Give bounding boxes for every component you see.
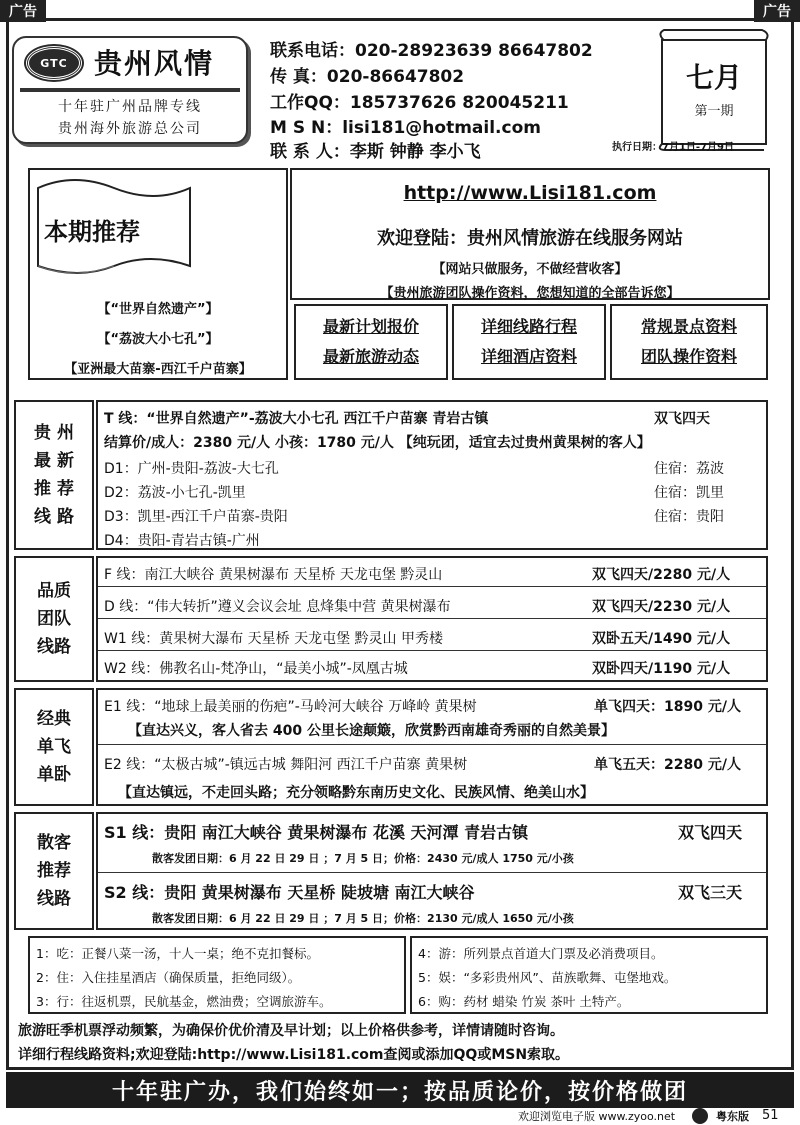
- service-eat: 1：吃：正餐八菜一汤，十人一桌；绝不克扣餐标。: [36, 946, 319, 961]
- promo-box: [28, 168, 288, 380]
- logo-divider: [20, 88, 240, 92]
- day-2-stay: 住宿：凯里: [654, 485, 724, 501]
- logo-company: 贵州海外旅游总公司: [58, 121, 202, 137]
- promo-item-2: 【“荔波大小七孔”】: [97, 332, 219, 347]
- e2-note: 【直达镇远，不走回头路；充分领略黔东南历史文化、民族风情、绝美山水】: [118, 785, 594, 801]
- day-1-stay: 住宿：荔波: [654, 461, 724, 477]
- e1-note: 【直达兴义，客人省去 400 公里长途颠簸，欣赏黔西南雄奇秀丽的自然美景】: [128, 723, 615, 739]
- s1-departures: 散客发团日期：6 月 22 日 29 日 ；7 月 5 日；价格：2430 元/成人 1750 元/小孩: [152, 852, 574, 865]
- gtc-logo-icon: GTC: [26, 46, 82, 80]
- link-group-routes[interactable]: [452, 304, 606, 380]
- divider: [98, 650, 766, 651]
- t-line-price: 结算价/成人：2380 元/人 小孩：1780 元/人 【纯玩团，适宜去过贵州黄果树的客人】: [104, 435, 651, 451]
- divider: [98, 744, 766, 745]
- link-spots-info[interactable]: 常规景点资料: [640, 317, 737, 336]
- divider: [98, 872, 766, 873]
- link-group-plans[interactable]: [294, 304, 448, 380]
- f-line: F 线：南江大峡谷 黄果树瀑布 天星桥 天龙屯堡 黔灵山: [104, 567, 443, 583]
- website-note-2: 【贵州旅游团队操作资料，您想知道的全部告诉您】: [380, 286, 680, 301]
- footer-site[interactable]: 欢迎浏览电子版 www.zyoo.net: [518, 1110, 676, 1123]
- s1-line-days: 双飞四天: [678, 823, 743, 842]
- ad-tag-left: 广告: [0, 0, 46, 22]
- contact-fax: 传 真：020-86647802: [270, 67, 465, 87]
- promo-title: 本期推荐: [44, 218, 140, 246]
- page-number: 51: [762, 1108, 779, 1123]
- day-3: D3：凯里-西江千户苗寨-贵阳: [104, 509, 288, 525]
- e1-line-price: 单飞四天：1890 元/人: [594, 699, 741, 715]
- t-line-title: T 线：“世界自然遗产”-荔波大小七孔 西江千户苗寨 青岩古镇: [104, 411, 489, 427]
- d-line-price: 双飞四天/2230 元/人: [592, 599, 731, 615]
- f-line-price: 双飞四天/2280 元/人: [592, 567, 731, 583]
- s2-line: S2 线：贵阳 黄果树瀑布 天星桥 陡坡塘 南江大峡谷: [104, 883, 475, 902]
- sec1-content: [96, 400, 768, 550]
- link-latest-news[interactable]: 最新旅游动态: [322, 347, 419, 366]
- slogan-banner: 十年驻广办，我们始终如一；按品质论价，按价格做团: [6, 1072, 794, 1108]
- divider: [98, 618, 766, 619]
- promo-item-3: 【亚洲最大苗寨-西江千户苗寨】: [64, 362, 252, 377]
- logo-tagline: 十年驻广州品牌专线: [58, 99, 202, 115]
- contact-person: 联 系 人：李斯 钟静 李小飞: [270, 142, 481, 162]
- day-1: D1：广州-贵阳-荔波-大七孔: [104, 461, 279, 477]
- t-line-days: 双飞四天: [654, 411, 710, 427]
- exec-dates: 执行日期：7月1日-7月9日: [612, 142, 734, 153]
- edition-badge-icon: [692, 1108, 708, 1124]
- s2-departures: 散客发团日期：6 月 22 日 29 日 ；7 月 5 日；价格：2130 元/成人 1650 元/小孩: [152, 912, 574, 925]
- day-3-stay: 住宿：贵阳: [654, 509, 724, 525]
- calendar-month: 七月: [685, 61, 742, 94]
- sec3-label: 经典 单飞 单卧: [14, 688, 94, 806]
- s1-line: S1 线：贵阳 南江大峡谷 黄果树瀑布 花溪 天河潭 青岩古镇: [104, 823, 529, 842]
- service-tour: 4：游：所列景点首道大门票及必消费项目。: [418, 946, 664, 961]
- sec4-label: 散客 推荐 线路: [14, 812, 94, 930]
- e1-line: E1 线：“地球上最美丽的伤疤”-马岭河大峡谷 万峰岭 黄果树: [104, 699, 477, 715]
- s2-line-days: 双飞三天: [678, 883, 743, 902]
- contact-phone: 联系电话：020-28923639 86647802: [270, 41, 593, 61]
- link-team-ops[interactable]: 团队操作资料: [640, 347, 737, 366]
- w1-line: W1 线：黄果树大瀑布 天星桥 天龙屯堡 黔灵山 甲秀楼: [104, 631, 443, 647]
- service-transport: 3：行：往返机票，民航基金，燃油费；空调旅游车。: [36, 994, 332, 1009]
- sec3-content: [96, 688, 768, 806]
- ad-tag-right: 广告: [754, 0, 800, 22]
- sec4-content: [96, 812, 768, 930]
- day-2: D2：荔波-小七孔-凯里: [104, 485, 246, 501]
- services-left: [28, 936, 406, 1014]
- e2-line-price: 单飞五天：2280 元/人: [594, 757, 741, 773]
- company-logo-box: [12, 36, 248, 144]
- w2-line-price: 双卧四天/1190 元/人: [592, 661, 731, 677]
- link-latest-prices[interactable]: 最新计划报价: [322, 317, 419, 336]
- website-box: [290, 168, 770, 300]
- website-welcome: 欢迎登陆：贵州风情旅游在线服务网站: [377, 228, 683, 249]
- promo-item-1: 【“世界自然遗产”】: [97, 302, 219, 317]
- website-url-link[interactable]: http://www.Lisi181.com: [403, 182, 657, 204]
- day-4: D4：贵阳-青岩古镇-广州: [104, 533, 260, 549]
- sec2-content: [96, 556, 768, 682]
- contact-qq: 工作QQ：185737626 820045211: [270, 93, 569, 113]
- link-route-details[interactable]: 详细线路行程: [480, 317, 577, 336]
- d-line: D 线：“伟大转折”遵义会议会址 息烽集中营 黄果树瀑布: [104, 599, 451, 615]
- link-group-spots[interactable]: [610, 304, 768, 380]
- notice-line-1: 旅游旺季机票浮动频繁，为确保价优价清及早计划；以上价格供参考，详情请随时咨询。: [18, 1023, 564, 1039]
- footer-edition: 粤东版: [716, 1110, 749, 1123]
- sec2-label: 品质 团队 线路: [14, 556, 94, 682]
- e2-line: E2 线：“太极古城”-镇远古城 舞阳河 西江千户苗寨 黄果树: [104, 757, 468, 773]
- w1-line-price: 双卧五天/1490 元/人: [592, 631, 731, 647]
- service-stay: 2：住：入住挂星酒店（确保质量，拒绝同级）。: [36, 970, 301, 985]
- w2-line: W2 线：佛教名山-梵净山，“最美小城”-凤凰古城: [104, 661, 408, 677]
- service-shopping: 6：购：药材 蜡染 竹炭 茶叶 土特产。: [418, 994, 630, 1009]
- divider: [98, 586, 766, 587]
- link-hotel-details[interactable]: 详细酒店资料: [480, 347, 577, 366]
- notice-line-2: 详细行程线路资料;欢迎登陆:http://www.Lisi181.com查阅或添加QQ或MSN索取。: [18, 1047, 570, 1063]
- service-entertainment: 5：娱：“多彩贵州风”、苗族歌舞、屯堡地戏。: [418, 970, 677, 985]
- calendar-scroll: [652, 28, 776, 152]
- sec1-label: 贵 州 最 新 推 荐 线 路: [14, 400, 94, 550]
- services-right: [410, 936, 768, 1014]
- website-note-1: 【网站只做服务，不做经营收客】: [432, 262, 628, 277]
- calendar-issue: 第一期: [694, 104, 734, 119]
- contact-msn: M S N：lisi181@hotmail.com: [270, 118, 541, 138]
- brand-name: 贵州风情: [94, 47, 215, 80]
